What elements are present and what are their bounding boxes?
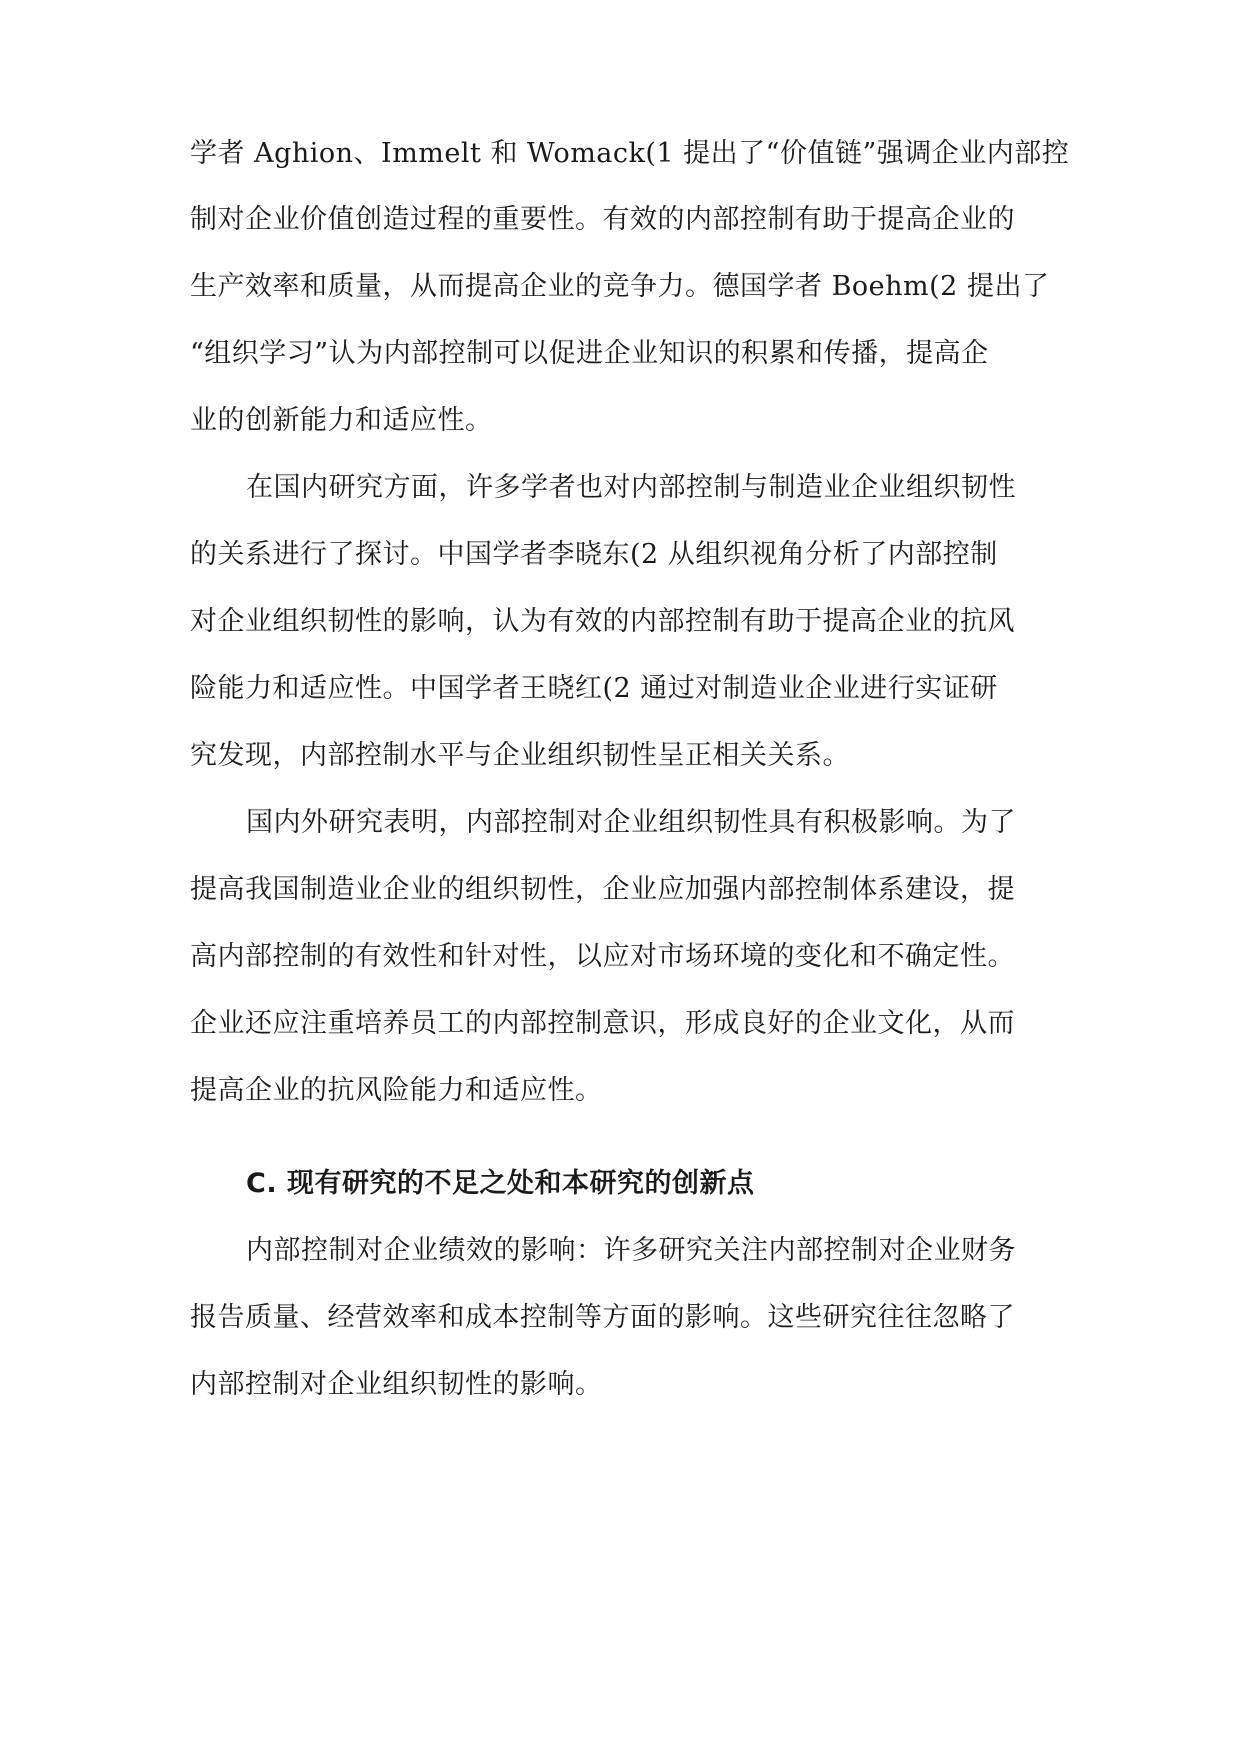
text-line: 生产效率和质量，从而提高企业的竞争力。德国学者 Boehm(2 提出了: [190, 271, 1050, 302]
text-line: 险能力和适应性。中国学者王晓红(2 通过对制造业企业进行实证研: [190, 673, 998, 704]
text-line: 究发现，内部控制水平与企业组织韧性呈正相关关系。: [190, 740, 850, 771]
text-line: 的关系进行了探讨。中国学者李晓东(2 从组织视角分析了内部控制: [190, 539, 998, 570]
text-line: “组织学习”认为内部控制可以促进企业知识的积累和传播，提高企: [190, 338, 989, 369]
text-line: 报告质量、经营效率和成本控制等方面的影响。这些研究往往忽略了: [190, 1302, 1015, 1333]
text-line: 在国内研究方面，许多学者也对内部控制与制造业企业组织韧性: [246, 472, 1016, 503]
text-line: 国内外研究表明，内部控制对企业组织韧性具有积极影响。为了: [246, 807, 1016, 838]
text-line: 提高企业的抗风险能力和适应性。: [190, 1075, 603, 1106]
text-line: 学者 Aghion、Immelt 和 Womack(1 提出了“价值链”强调企业内部控: [190, 138, 1070, 169]
text-line: 内部控制对企业绩效的影响：许多研究关注内部控制对企业财务: [246, 1235, 1016, 1266]
text-line: 制对企业价值创造过程的重要性。有效的内部控制有助于提高企业的: [190, 204, 1015, 235]
section-heading: C. 现有研究的不足之处和本研究的创新点: [246, 1168, 755, 1199]
text-line: 内部控制对企业组织韧性的影响。: [190, 1369, 603, 1400]
text-line: 高内部控制的有效性和针对性，以应对市场环境的变化和不确定性。: [190, 941, 1015, 972]
text-line: 企业还应注重培养员工的内部控制意识，形成良好的企业文化，从而: [190, 1008, 1015, 1039]
text-line: 业的创新能力和适应性。: [190, 405, 493, 436]
text-line: 提高我国制造业企业的组织韧性，企业应加强内部控制体系建设，提: [190, 874, 1015, 905]
text-line: 对企业组织韧性的影响，认为有效的内部控制有助于提高企业的抗风: [190, 606, 1015, 637]
